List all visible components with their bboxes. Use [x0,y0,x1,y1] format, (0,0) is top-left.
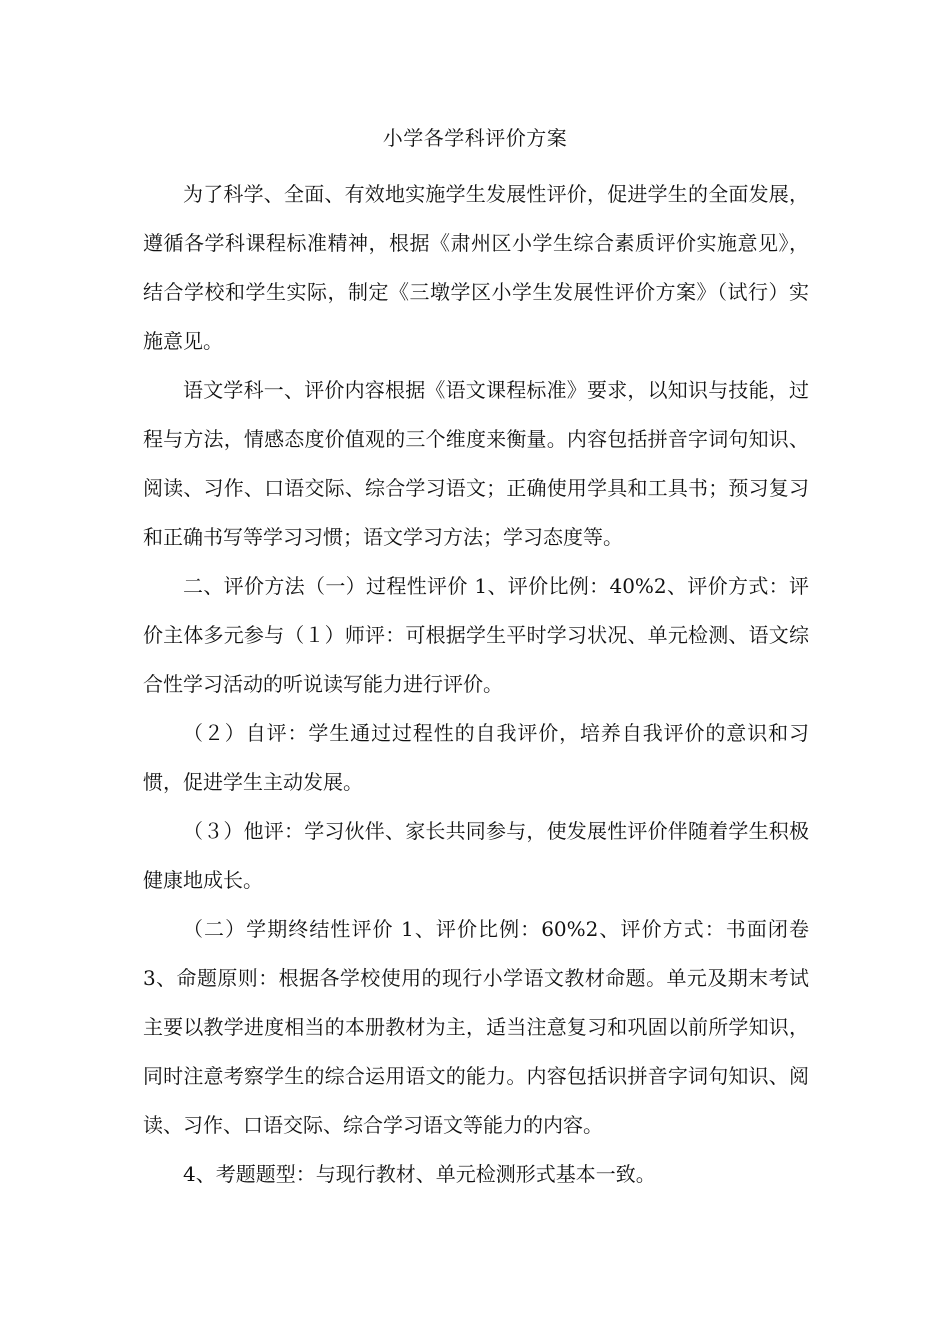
paragraph-intro: 为了科学、全面、有效地实施学生发展性评价，促进学生的全面发展，遵循各学科课程标准精神，根据《肃州区小学生综合素质评价实施意见》，结合学校和学生实际，制定《三墩学区小学生发展性评价方案》（试行）实施意见。 [143,182,809,353]
paragraph-peer-evaluation: （３）他评：学习伙伴、家长共同参与，使发展性评价伴随着学生积极健康地成长。 [143,819,809,892]
document-body [143,170,809,1199]
paragraph-self-evaluation: （２）自评：学生通过过程性的自我评价，培养自我评价的意识和习惯，促进学生主动发展。 [143,721,809,794]
paragraph-evaluation-method: 二、评价方法（一）过程性评价 1、评价比例：40%2、评价方式：评价主体多元参与（１）师评：可根据学生平时学习状况、单元检测、语文综合性学习活动的听说读写能力进行评价。 [143,574,809,696]
paragraph-final-evaluation: （二）学期终结性评价 1、评价比例：60%2、评价方式：书面闭卷 3、命题原则：根据各学校使用的现行小学语文教材命题。单元及期末考试主要以教学进度相当的本册教材为主，适当注意复习和巩固以前所学知识，同时注意考察学生的综合运用语文的能力。内容包括识拼音字词句知识、阅读、习作、口语交际、综合学习语文等能力的内容。 [143,917,809,1137]
document-title: 小学各学科评价方案 [382,126,568,150]
paragraph-evaluation-content: 语文学科一、评价内容根据《语文课程标准》要求，以知识与技能，过程与方法，情感态度价值观的三个维度来衡量。内容包括拼音字词句知识、阅读、习作、口语交际、综合学习语文；正确使用学具和工具书；预习复习和正确书写等学习习惯；语文学习方法；学习态度等。 [143,378,809,549]
paragraph-question-types: 4、考题题型：与现行教材、单元检测形式基本一致。 [183,1162,656,1186]
